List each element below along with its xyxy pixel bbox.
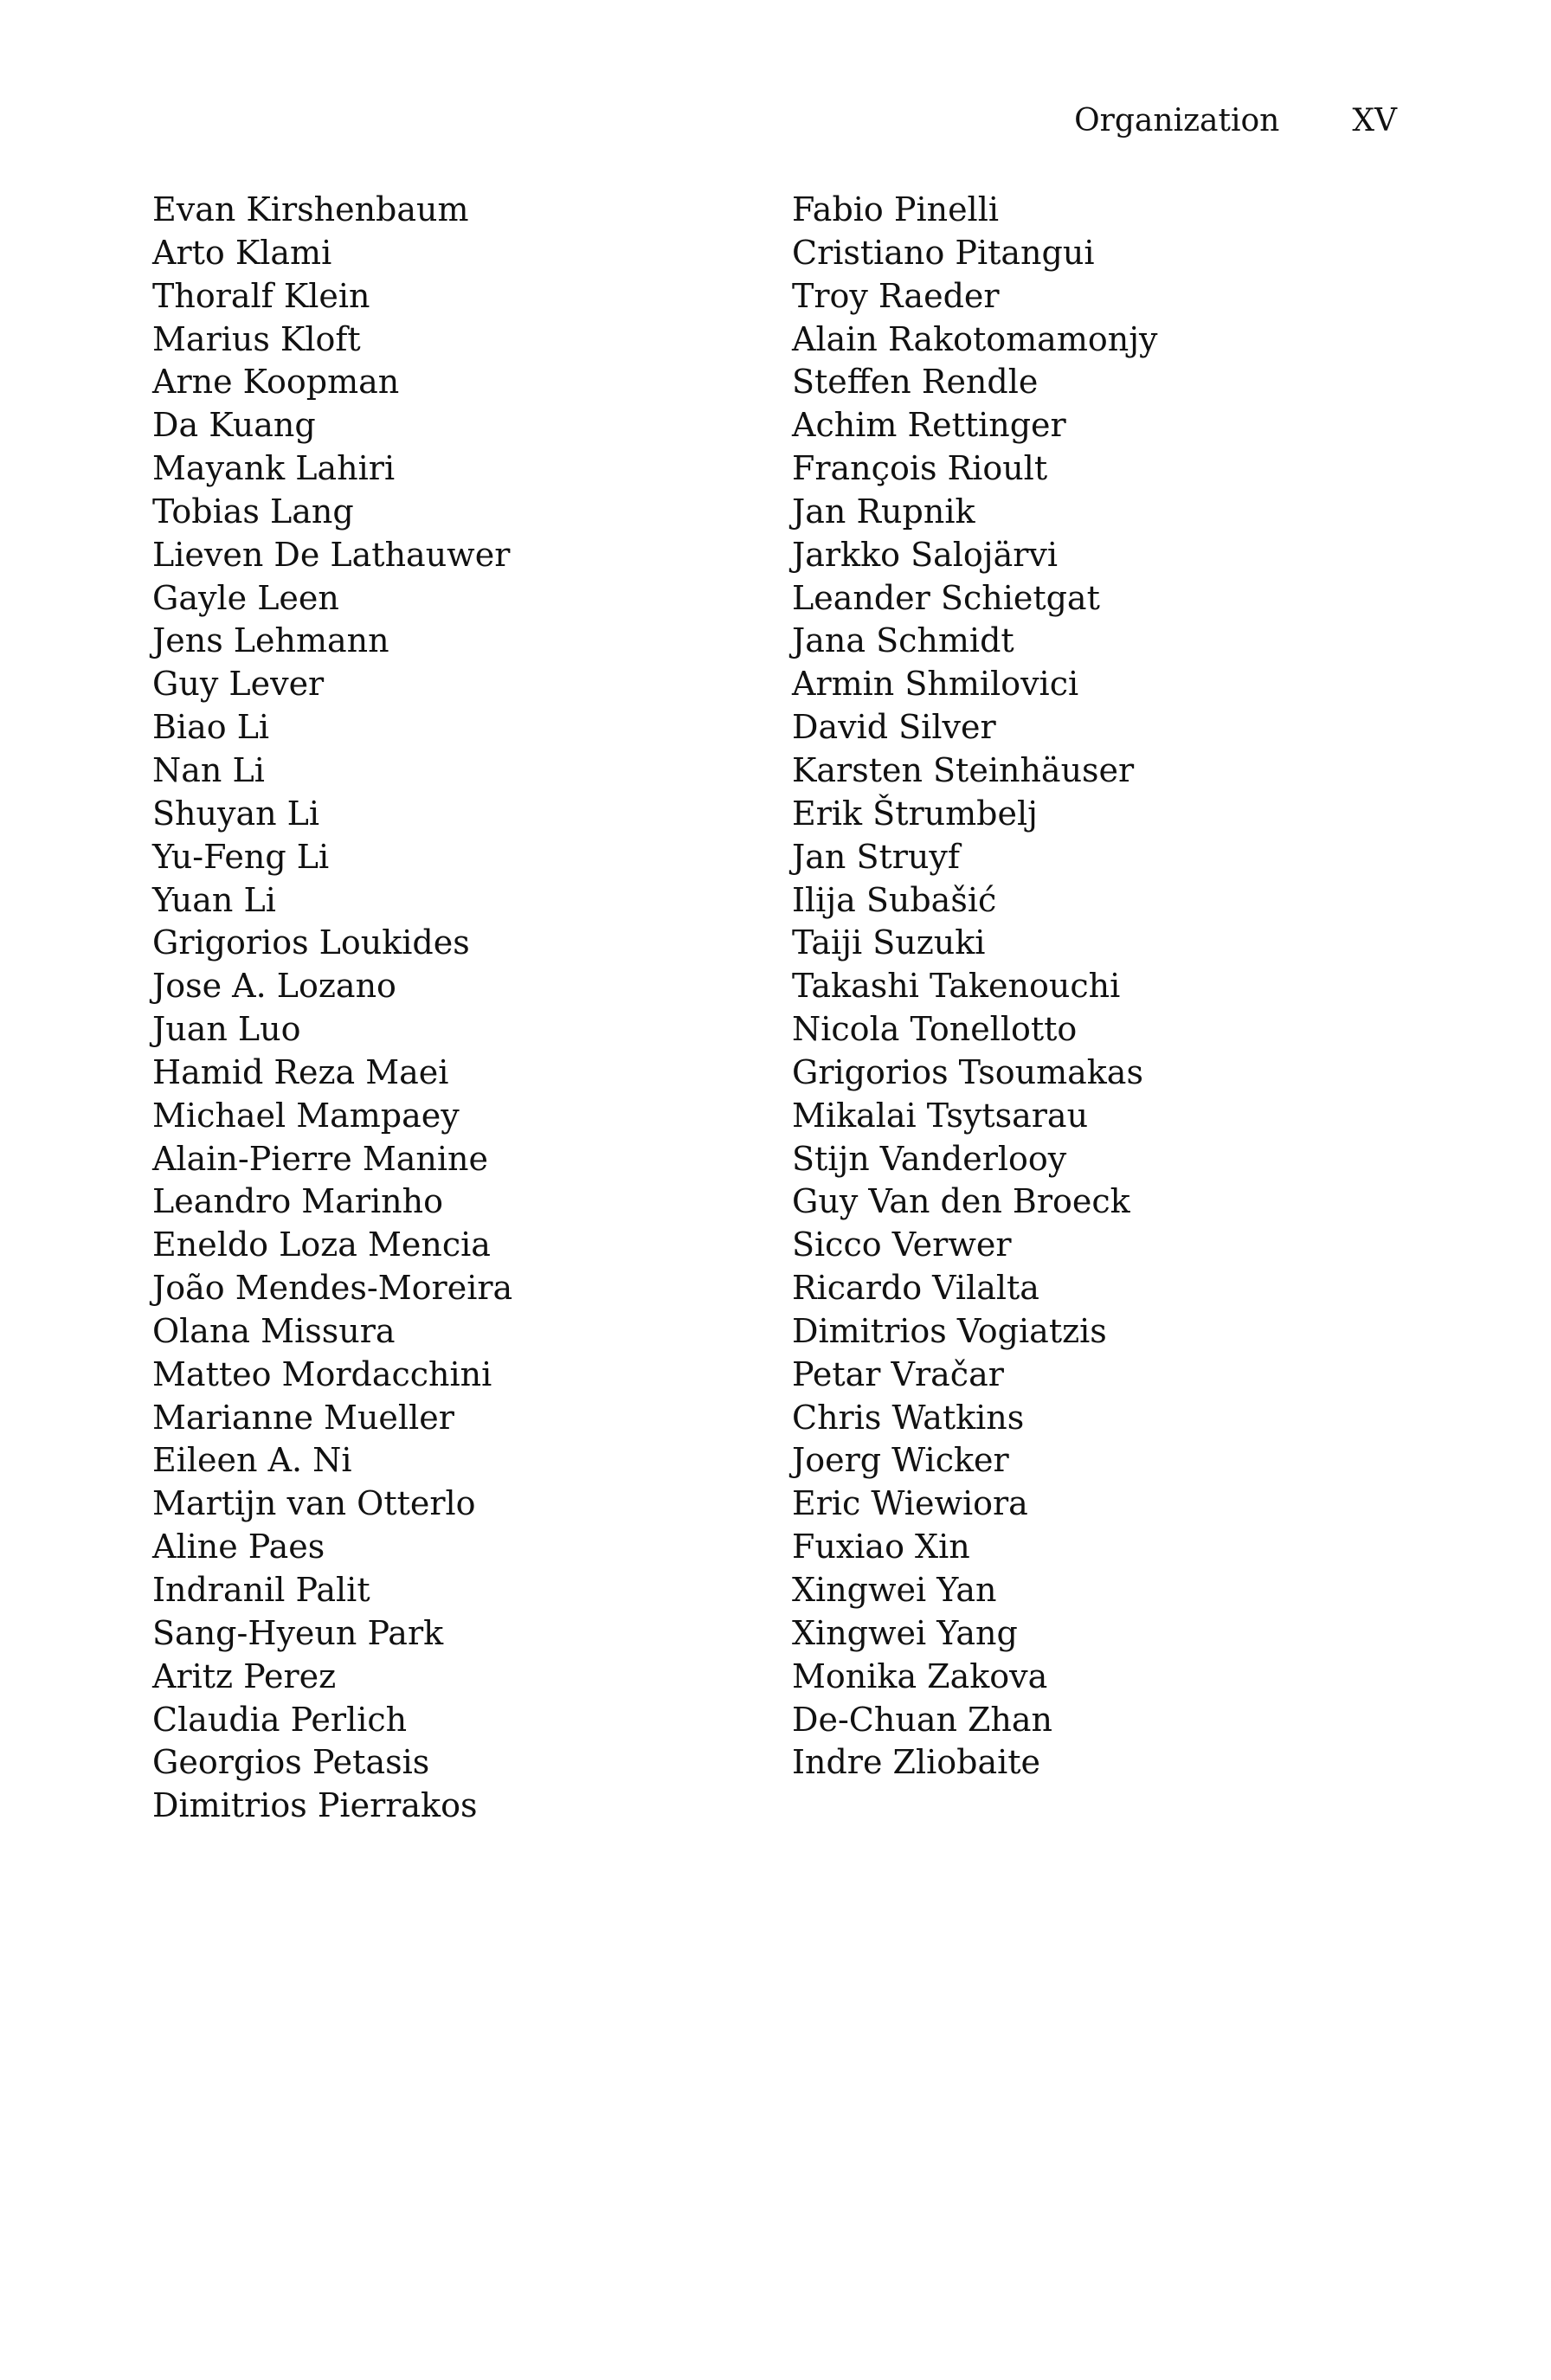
name-entry: Claudia Perlich — [152, 1700, 408, 1739]
name-entry: Olana Missura — [152, 1311, 396, 1350]
name-entry: Shuyan Li — [152, 794, 320, 833]
name-entry: Indranil Palit — [152, 1571, 370, 1609]
running-head — [1074, 97, 1397, 145]
name-entry: Ilija Subašić — [792, 880, 997, 919]
name-entry: Jan Struyf — [792, 837, 960, 876]
name-entry: Leander Schietgat — [792, 578, 1100, 617]
name-entry: Aritz Perez — [152, 1656, 337, 1695]
name-entry: Xingwei Yang — [792, 1613, 1018, 1652]
name-entry: Takashi Takenouchi — [792, 967, 1121, 1006]
name-entry: Lieven De Lathauwer — [152, 535, 511, 574]
name-entry: Achim Rettinger — [792, 406, 1066, 445]
name-entry: Dimitrios Vogiatzis — [792, 1311, 1107, 1350]
name-entry: Arne Koopman — [152, 363, 400, 402]
name-entry: Tobias Lang — [152, 492, 354, 531]
name-entry: Erik Štrumbelj — [792, 794, 1038, 833]
name-entry: Gayle Leen — [152, 578, 339, 617]
name-entry: Mayank Lahiri — [152, 449, 396, 488]
name-entry: Cristiano Pitangui — [792, 233, 1095, 272]
name-entry: Hamid Reza Maei — [152, 1052, 449, 1091]
name-entry: Guy Lever — [152, 665, 325, 704]
name-entry: Georgios Petasis — [152, 1743, 430, 1782]
name-entry: De-Chuan Zhan — [792, 1700, 1053, 1739]
name-entry: Taiji Suzuki — [792, 923, 986, 962]
section-title: Organization — [1074, 103, 1280, 138]
name-list-left-column — [152, 189, 512, 1828]
name-entry: Jose A. Lozano — [152, 967, 396, 1006]
name-entry: Biao Li — [152, 708, 270, 747]
name-entry: Stijn Vanderlooy — [792, 1139, 1067, 1178]
name-entry: Joerg Wicker — [792, 1441, 1009, 1480]
name-entry: Mikalai Tsytsarau — [792, 1096, 1089, 1135]
name-entry: Martijn van Otterlo — [152, 1484, 476, 1523]
name-entry: Eileen A. Ni — [152, 1441, 352, 1480]
name-entry: Yu-Feng Li — [152, 837, 330, 876]
name-entry: Sang-Hyeun Park — [152, 1613, 444, 1652]
name-entry: Da Kuang — [152, 406, 316, 445]
name-entry: Dimitrios Pierrakos — [152, 1786, 478, 1825]
name-entry: Steffen Rendle — [792, 363, 1039, 402]
name-entry: Leandro Marinho — [152, 1182, 444, 1221]
name-entry: Marius Kloft — [152, 319, 361, 358]
name-entry: Aline Paes — [152, 1528, 325, 1566]
name-entry: Alain Rakotomamonjy — [792, 319, 1158, 358]
name-entry: Jan Rupnik — [792, 492, 975, 531]
name-entry: Thoralf Klein — [152, 276, 370, 315]
name-entry: Grigorios Loukides — [152, 923, 470, 962]
name-entry: Fuxiao Xin — [792, 1528, 970, 1566]
name-list-right-column — [792, 189, 1157, 1785]
name-entry: Ricardo Vilalta — [792, 1269, 1039, 1308]
name-entry: Arto Klami — [152, 233, 332, 272]
name-entry: Nan Li — [152, 750, 265, 789]
page-number: XV — [1352, 103, 1397, 138]
name-entry: Fabio Pinelli — [792, 190, 1000, 228]
name-entry: François Rioult — [792, 449, 1048, 488]
name-entry: Jana Schmidt — [792, 621, 1014, 660]
name-entry: Matteo Mordacchini — [152, 1354, 492, 1393]
name-entry: Eric Wiewiora — [792, 1484, 1028, 1523]
name-entry: Grigorios Tsoumakas — [792, 1052, 1143, 1091]
name-entry: Jens Lehmann — [152, 621, 389, 660]
name-entry: David Silver — [792, 708, 996, 747]
name-entry: Alain-Pierre Manine — [152, 1139, 488, 1178]
name-entry: Monika Zakova — [792, 1656, 1048, 1695]
name-entry: Juan Luo — [152, 1010, 301, 1049]
name-entry: Xingwei Yan — [792, 1571, 997, 1609]
name-entry: Marianne Mueller — [152, 1398, 454, 1437]
name-entry: Indre Zliobaite — [792, 1743, 1041, 1782]
name-entry: Guy Van den Broeck — [792, 1182, 1130, 1221]
name-entry: Michael Mampaey — [152, 1096, 460, 1135]
name-entry: Evan Kirshenbaum — [152, 190, 469, 228]
name-entry: Karsten Steinhäuser — [792, 750, 1135, 789]
name-entry: Petar Vračar — [792, 1354, 1004, 1393]
name-entry: Chris Watkins — [792, 1398, 1025, 1437]
name-entry: João Mendes-Moreira — [152, 1269, 513, 1308]
name-entry: Eneldo Loza Mencia — [152, 1225, 491, 1264]
name-entry: Jarkko Salojärvi — [792, 535, 1059, 574]
name-entry: Armin Shmilovici — [792, 665, 1079, 704]
name-entry: Nicola Tonellotto — [792, 1010, 1078, 1049]
name-entry: Sicco Verwer — [792, 1225, 1012, 1264]
name-entry: Troy Raeder — [792, 276, 1000, 315]
name-entry: Yuan Li — [152, 880, 276, 919]
